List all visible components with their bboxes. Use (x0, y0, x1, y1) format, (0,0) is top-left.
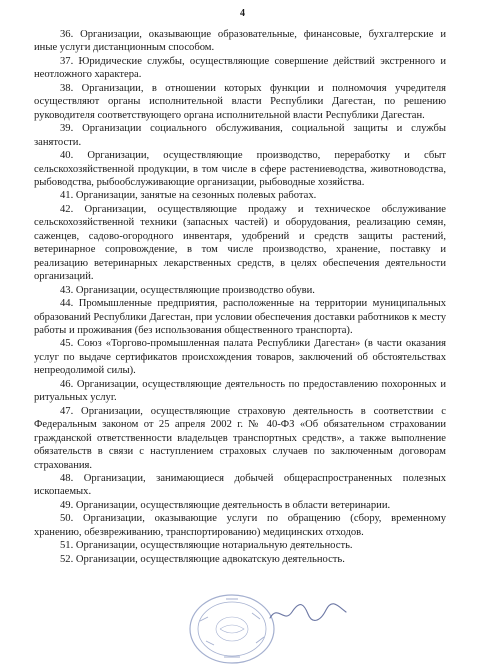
list-item: 37. Юридические службы, осуществляющие совершение действий экстренного и неотложного характера. (34, 55, 446, 81)
handwritten-signature-icon (268, 600, 348, 626)
list-item: 49. Организации, осуществляющие деятельность в области ветеринарии. (60, 499, 391, 511)
list-item: 38. Организации, в отношении которых функции и полномочия учредителя осуществляют органы исполнительной власти Республики Дагестан, по решению руководителя соответствующего органа исполнительной власти Республики Дагестан. (34, 82, 446, 121)
list-item: 39. Организации социального обслуживания, социальной защиты и службы занятости. (34, 123, 446, 148)
round-seal-icon (186, 591, 278, 665)
list-item: 52. Организации, осуществляющие адвокатскую деятельность. (60, 553, 345, 565)
list-item: 46. Организации, осуществляющие деятельность по предоставлению похоронных и ритуальных услуг. (34, 378, 446, 404)
list-item: 44. Промышленные предприятия, расположенные на территории муниципальных образований Республики Дагестан, при условии обеспечения доставки работников к месту работы и проживания (без использования общественного транспорта). (34, 298, 446, 336)
list-item: 43. Организации, осуществляющие производство обуви. (60, 284, 315, 296)
list-item: 40. Организации, осуществляющие производство, переработку и сбыт сельскохозяйственной продукции, в том числе в сфере растениеводства, животноводства, рыбоводства, рыбообслуживающие организации, рыбоводные хозяйства. (34, 150, 446, 188)
list-item: 36. Организации, оказывающие образовательные, финансовые, бухгалтерские и иные услуги дистанционным способом. (34, 29, 446, 54)
page-number: 4 (240, 8, 245, 19)
list-item: 47. Организации, осуществляющие страховую деятельность в соответствии с Федеральным законом от 25 апреля 2002 г. № 40-ФЗ «Об обязательном страховании гражданской ответственности владельцев транспортных средств», а также выполнение обязательств в связи с наступлением страховых случаев по заключенным договорам страхования. (34, 405, 446, 471)
list-item: 42. Организации, осуществляющие продажу и техническое обслуживание сельскохозяйственной техники (запасных частей) и оборудования, реализацию семян, саженцев, садово-огородного инвентаря, удобрений и средств защиты растений, ветеринарное сопровождение, в том числе производство, хранение, поставку и реализацию ветеринарных лекарственных средств, в целях обеспечения деятельности организаций. (34, 203, 446, 283)
list-item: 41. Организации, занятые на сезонных полевых работах. (60, 190, 317, 202)
list-item: 50. Организации, оказывающие услуги по обращению (сбору, временному хранению, обезвреживанию, транспортированию) медицинских отходов. (34, 513, 446, 538)
document-body (34, 28, 446, 566)
list-item: 45. Союз «Торгово-промышленная палата Республики Дагестан» (в части оказания услуг по выдаче сертификатов происхождения товаров, заключений об обстоятельствах непреодолимой силы). (34, 338, 446, 377)
list-item: 48. Организации, занимающиеся добычей общераспространенных полезных ископаемых. (34, 472, 446, 498)
list-item: 51. Организации, осуществляющие нотариальную деятельность. (60, 540, 353, 552)
